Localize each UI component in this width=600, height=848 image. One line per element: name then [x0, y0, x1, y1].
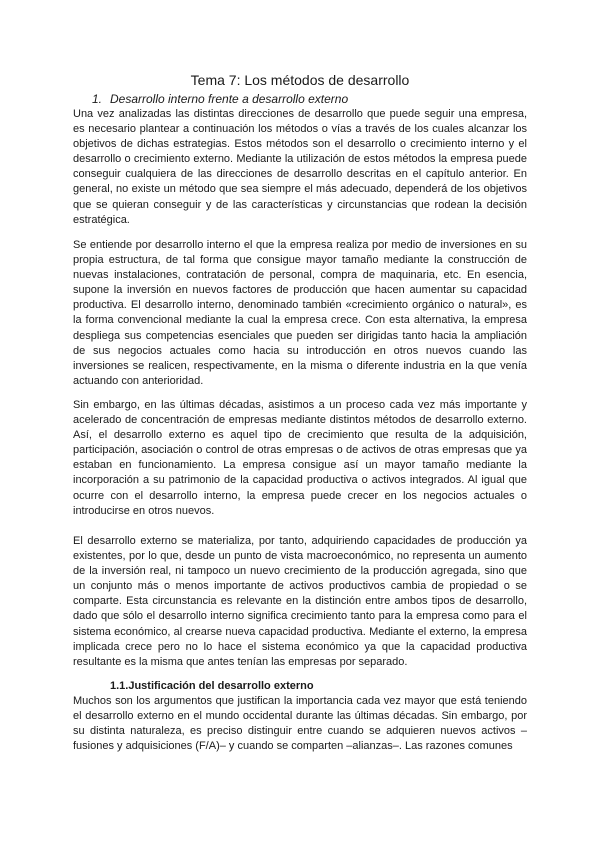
paragraph-desarrollo-externo: Sin embargo, en las últimas décadas, asistimos a un proceso cada vez más importante y acelerado de concentración de empresas mediante distintos métodos de desarrollo externo. Así, el desarrollo externo es aquel tipo de crecimiento que resulta de la adquisición, participación, asociación o control de otras empresas o de activos de otras empresas que ya estaban en funcionamiento. La empresa consigue así un mayor tamaño mediante la incorporación a su patrimonio de la capacidad productiva o activos integrados. Al igual que ocurre con el desarrollo interno, la empresa puede crecer en los negocios actuales o introducirse en otros nuevos. — [73, 399, 527, 517]
section-number: 1. — [92, 92, 103, 106]
section-heading — [92, 92, 348, 107]
paragraph-intro: Una vez analizadas las distintas direcciones de desarrollo que puede seguir una empresa, es necesario plantear a continuación los métodos o vías a través de los cuales alcanzar los objetivos de dichas estrategias. Estos métodos son el desarrollo o crecimiento interno y el desarrollo o crecimiento externo. Mediante la utilización de estos métodos la empresa puede conseguir cualquiera de las direcciones de desarrollo descritas en el capítulo anterior. En general, no existe un método que sea siempre el más adecuado, dependerá de los objetivos que se quieran conseguir y de las características y circunstancias que rodean la decisión estratégica. — [73, 108, 527, 226]
section-heading-text: Desarrollo interno frente a desarrollo externo — [110, 92, 349, 106]
document-title: Tema 7: Los métodos de desarrollo — [190, 72, 410, 88]
subsection-heading: 1.1.Justificación del desarrollo externo — [110, 680, 314, 692]
paragraph-justificacion: Muchos son los argumentos que justifican la importancia cada vez mayor que está teniendo el desarrollo externo en el mundo occidental durante las últimas décadas. Sin embargo, por su distinta naturaleza, es preciso distinguir entre cuando se adquieren nuevos activos –fusiones y adquisiciones (F/A)– y cuando se comparten –alianzas–. Las razones comunes — [73, 695, 527, 753]
paragraph-materializacion: El desarrollo externo se materializa, por tanto, adquiriendo capacidades de producción ya existentes, por lo que, desde un punto de vista macroeconómico, no representa un aumento de la inversión real, ni tampoco un nuevo crecimiento de la producción agregada, sino que un conjunto más o menos importante de activos productivos cambia de propiedad o se comparte. Esta circunstancia es relevante en la distinción entre ambos tipos de desarrollo, dado que sólo el desarrollo interno significa crecimiento tanto para la empresa como para el sistema económico, al crearse nueva capacidad productiva. Mediante el externo, la empresa implicada crece pero no lo hace el sistema económico ya que la capacidad productiva resultante es la misma que antes tenían las empresas por separado. — [73, 535, 527, 668]
paragraph-desarrollo-interno: Se entiende por desarrollo interno el que la empresa realiza por medio de inversiones en su propia estructura, de tal forma que consigue mayor tamaño mediante la construcción de nuevas instalaciones, contratación de personal, compra de maquinaria, etc. En esencia, supone la inversión en nuevos factores de producción que hacen aumentar su capacidad productiva. El desarrollo interno, denominado también «crecimiento orgánico o natural», es la forma convencional mediante la cual la empresa crece. Con esta alternativa, la empresa despliega sus competencias esenciales que pueden ser dirigidas tanto hacia la ampliación de sus negocios actuales como hacia su introducción en otros nuevos cuando las inversiones se realicen, respectivamente, en la misma o diferente industria en la que venía actuando con anterioridad. — [73, 239, 527, 387]
